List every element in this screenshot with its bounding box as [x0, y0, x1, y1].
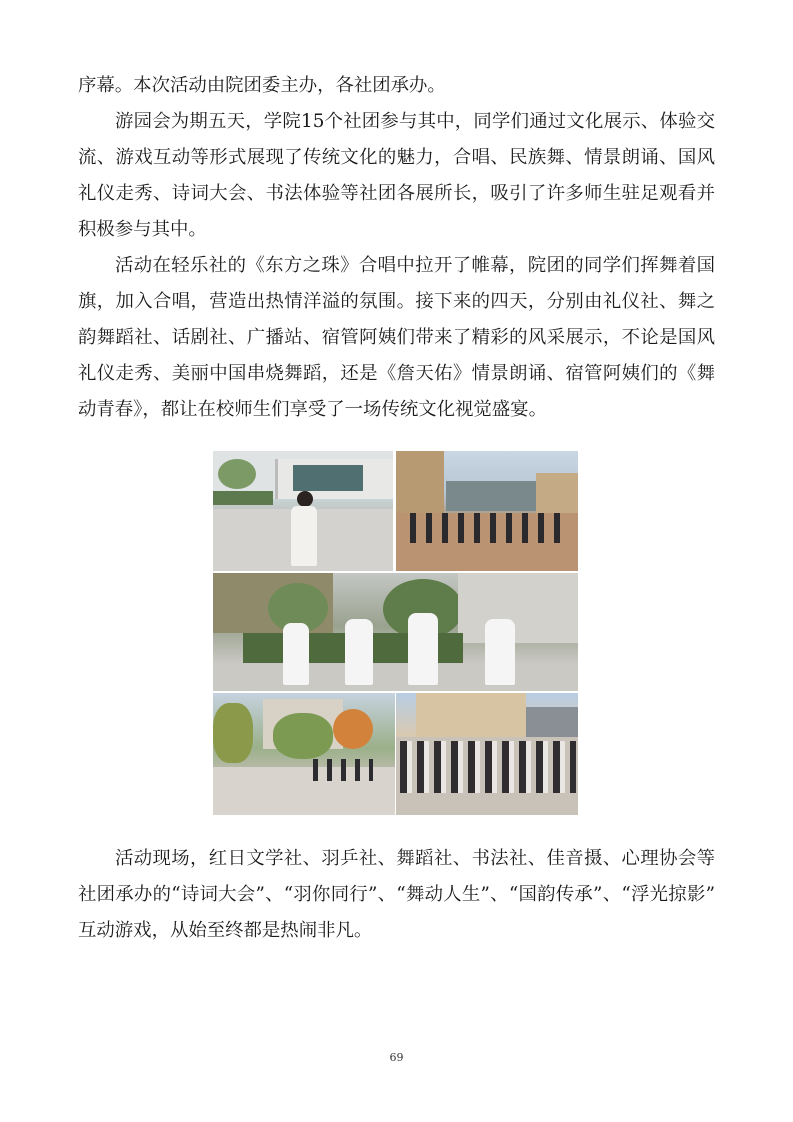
text-line: 互动游戏，从始至终都是热闹非凡。 — [78, 920, 373, 941]
text-line: 礼仪走秀、美丽中国串烧舞蹈，还是《詹天佑》情景朗诵、宿管阿姨们的《舞 — [78, 363, 715, 384]
text-line: 序幕。本次活动由院团委主办，各社团承办。 — [78, 75, 446, 96]
photo-collage — [213, 451, 578, 815]
body-text-top — [78, 68, 715, 428]
text-line: 流、游戏互动等形式展现了传统文化的魅力，合唱、民族舞、情景朗诵、国风 — [78, 147, 715, 168]
text-line: 积极参与其中。 — [78, 219, 207, 240]
text-line: 游园会为期五天，学院15个社团参与其中，同学们通过文化展示、体验交 — [115, 111, 715, 132]
text-line: 动青春》，都让在校师生们享受了一场传统文化视觉盛宴。 — [78, 399, 547, 420]
photo-qipao-walk — [213, 451, 393, 571]
text-line: 礼仪走秀、诗词大会、书法体验等社团各展所长，吸引了许多师生驻足观看并 — [78, 183, 715, 204]
text-line: 活动在轻乐社的《东方之珠》合唱中拉开了帷幕，院团的同学们挥舞着国 — [115, 255, 715, 276]
text-line: 社团承办的“诗词大会”、“羽你同行”、“舞动人生”、“国韵传承”、“浮光掠影” — [78, 884, 715, 905]
text-line: 旗，加入合唱，营造出热情洋溢的氛围。接下来的四天，分别由礼仪社、舞之 — [78, 291, 715, 312]
text-line: 活动现场，红日文学社、羽乒社、舞蹈社、书法社、佳音摄、心理协会等 — [115, 848, 715, 869]
photo-recitation — [213, 573, 578, 691]
photo-courtyard — [213, 693, 395, 815]
body-text-bottom — [78, 841, 715, 949]
page-number: 69 — [389, 1051, 404, 1064]
photo-crowd-game — [396, 693, 578, 815]
photo-group-dance — [396, 451, 578, 571]
text-line: 韵舞蹈社、话剧社、广播站、宿管阿姨们带来了精彩的风采展示，不论是国风 — [78, 327, 715, 348]
